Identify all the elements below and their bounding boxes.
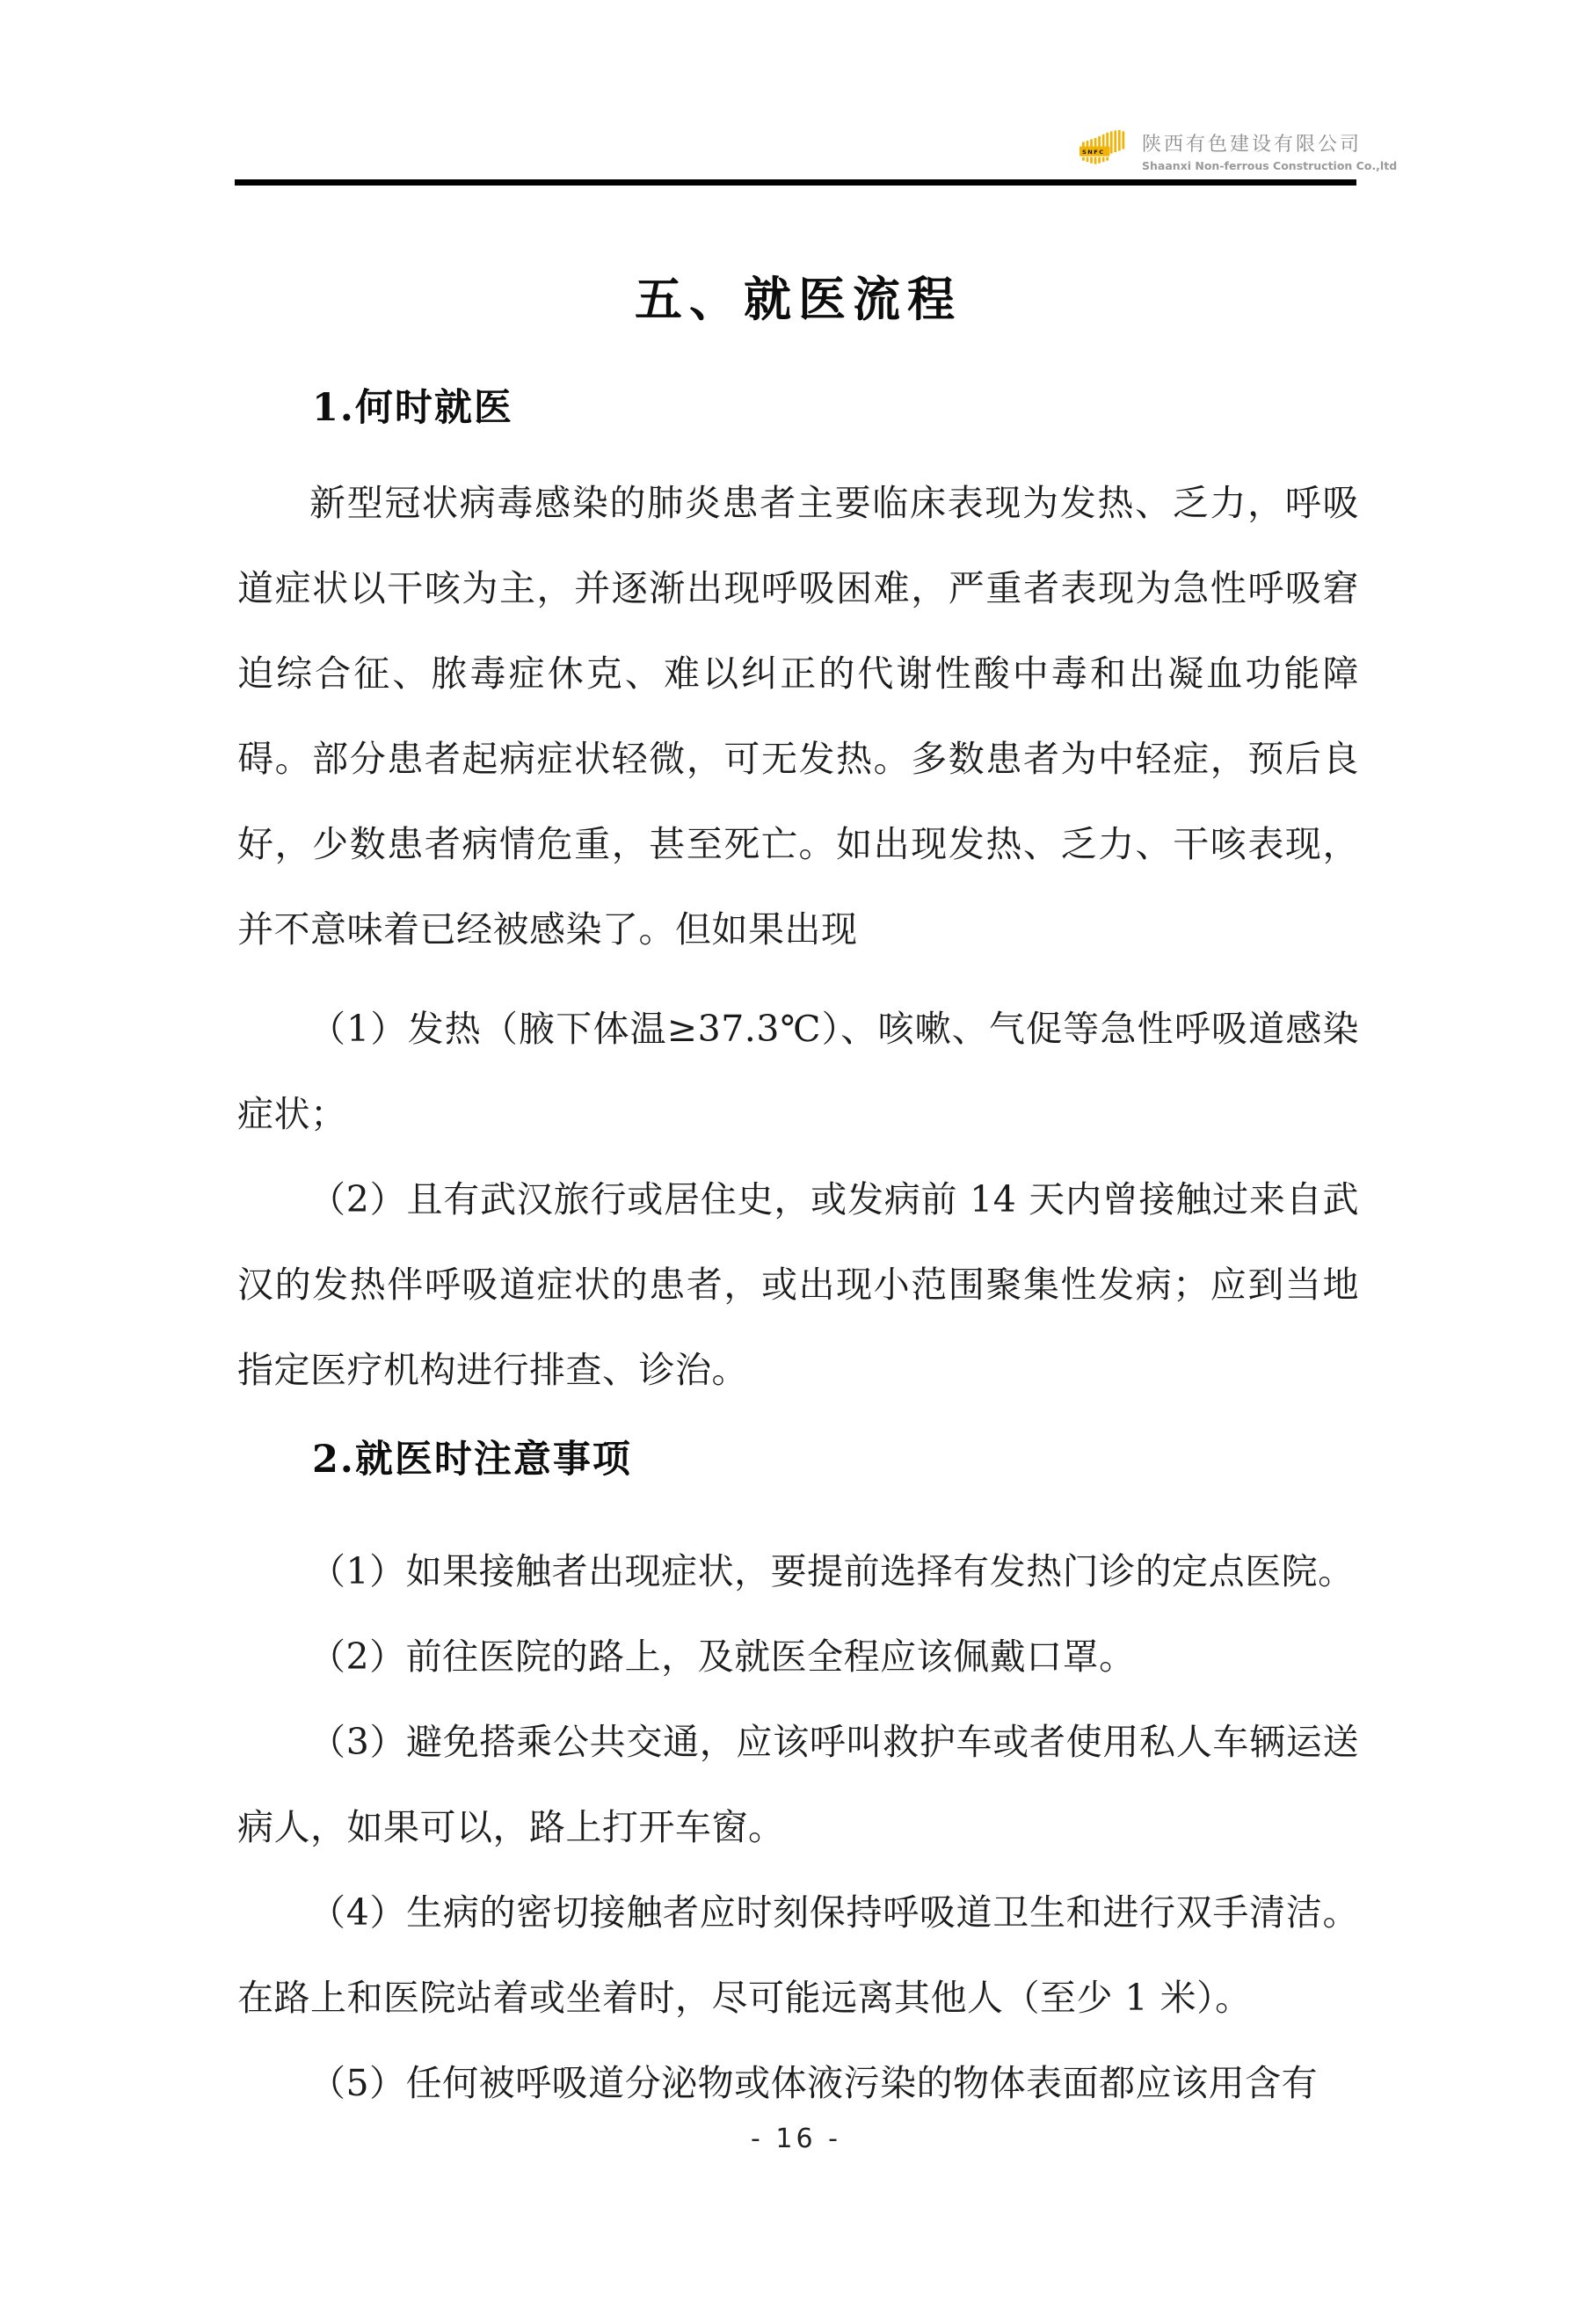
paragraph: （1）如果接触者出现症状，要提前选择有发热门诊的定点医院。 [309,1550,1355,1592]
page-title: 五、就医流程 [635,271,962,327]
section-heading-2: 2.就医时注意事项 [312,1438,632,1482]
page-number: - 16 - [751,2124,841,2154]
section-heading-1: 1.何时就医 [312,386,513,430]
page-footer [0,2124,1592,2154]
snfc-logo-icon [1078,119,1129,175]
page-header [0,0,1592,179]
header-divider-rule [235,179,1356,186]
document-body [237,273,1359,2126]
company-name-chinese: 陕西有色建设有限公司 [1142,134,1363,156]
paragraph: （2）前往医院的路上，及就医全程应该佩戴口罩。 [309,1636,1136,1678]
paragraph: （5）任何被呼吸道分泌物或体液污染的物体表面都应该用含有 [309,2062,1319,2104]
snfc-logo-text: SNFC [1082,149,1105,157]
company-logo [1078,119,1397,175]
paragraph: （2）且有武汉旅行或居住史，或发病前 14 天内曾接触过来自武汉的发热伴呼吸道症状的患者，或出现小范围聚集性发病；应到当地指定医疗机构进行排查、诊治。 [237,1178,1359,1391]
paragraph: 新型冠状病毒感染的肺炎患者主要临床表现为发热、乏力，呼吸道症状以干咳为主，并逐渐出现呼吸困难，严重者表现为急性呼吸窘迫综合征、脓毒症休克、难以纠正的代谢性酸中毒和出凝血功能障碍。部分患者起病症状轻微，可无发热。多数患者为中轻症，预后良好，少数患者病情危重，甚至死亡。如出现发热、乏力、干咳表现，并不意味着已经被感染了。但如果出现 [237,482,1359,951]
company-name-english: Shaanxi Non-ferrous Construction Co.,ltd [1142,159,1398,172]
paragraph: （4）生病的密切接触者应时刻保持呼吸道卫生和进行双手清洁。在路上和医院站着或坐着时，尽可能远离其他人（至少 1 米）。 [237,1891,1359,2019]
paragraph: （1）发热（腋下体温≥37.3℃）、咳嗽、气促等急性呼吸道感染症状； [237,1008,1359,1135]
paragraph: （3）避免搭乘公共交通，应该呼叫救护车或者使用私人车辆运送病人，如果可以，路上打开车窗。 [237,1721,1359,1848]
company-names [1142,129,1397,172]
